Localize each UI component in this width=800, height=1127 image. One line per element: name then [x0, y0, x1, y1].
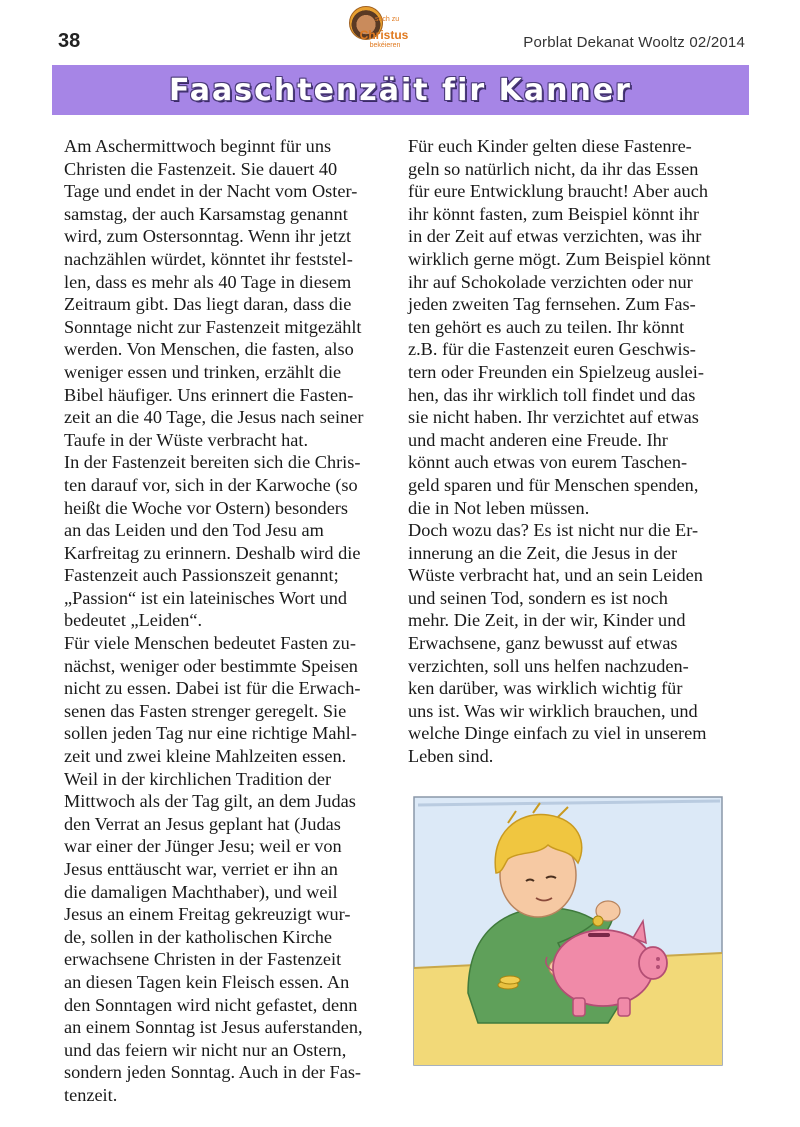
right-column — [408, 135, 743, 768]
page-number: 38 — [58, 30, 81, 52]
paragraph: In der Fastenzeit bereiten sich die Chris- ten darauf vor, sich in der Karwoche (so heißt die Woche vor Ostern) besonders an das Leiden und den Tod Jesu am Karfreitag zu erinnern. Deshalb wird die Fastenzeit auch Passionszeit genannt; „Passion“ ist ein lateinisches Wort und bedeutet „Leiden“. — [64, 452, 361, 631]
paragraph: Am Aschermittwoch beginnt für uns Christen die Fastenzeit. Sie dauert 40 Tage und endet in der Nacht vom Oster- samstag, der auch Karsamstag genannt wird, zum Ostersonntag. Wenn ihr jetzt nachzählen würdet, könntet ihr feststel- len, dass es mehr als 40 Tage in diesem Zeitraum gibt. Das liegt daran, dass die Sonntage nicht zur Fastenzeit mitgezählt werden. Von Menschen, die fasten, also weniger essen und trinken, erzählt die Bibel häufiger. Uns erinnert die Fasten- zeit an die 40 Tage, die Jesus nach seiner Taufe in der Wüste verbracht hat. — [64, 136, 364, 450]
child-piggy-bank-illustration — [408, 793, 728, 1070]
title-banner — [52, 65, 749, 115]
paragraph: Für viele Menschen bedeutet Fasten zu- nächst, weniger oder bestimmte Speisen nicht zu essen. Dabei ist für die Erwach- senen das Fasten strenger geregelt. Sie sollen jeden Tag nur eine richtige Mahl- zeit und zwei kleine Mahlzeiten essen. Weil in der kirchlichen Tradition der Mittwoch als der Tag gilt, an dem Judas den Verrat an Jesus geplant hat (Judas war einer der Jünger Jesu; weil er von Jesus enttäuscht war, verriet er ihn an die damaligen Machthaber), und weil Jesus an einem Freitag gekreuzigt wur- de, sollen in der katholischen Kirche erwachsene Christen in der Fastenzeit an diesen Tagen kein Fleisch essen. An den Sonntagen wird nicht gefastet, denn an einem Sonntag ist Jesus auferstanden, und das feiern wir nicht nur an Ostern, sondern jeden Sonntag. Auch in der Fas- tenzeit. — [64, 633, 363, 1105]
christus-logo — [345, 6, 411, 68]
paragraph: Für euch Kinder gelten diese Fastenre- geln so natürlich nicht, da ihr das Essen für eure Entwicklung braucht! Aber auch ihr könnt fasten, zum Beispiel könnt ihr in der Zeit auf etwas verzichten, was ihr wirklich gerne mögt. Zum Beispiel könnt ihr auf Schokolade verzichten oder nur jeden zweiten Tag fernsehen. Zum Fas- ten gehört es auch zu teilen. Ihr könnt z.B. für die Fastenzeit euren Geschwis- tern oder Freunden ein Spielzeug auslei- hen, das ihr wirklich toll findet und das sie nicht haben. Ihr verzichtet auf etwas und macht anderen eine Freude. Ihr könnt auch etwas von eurem Taschen- geld sparen und für Menschen spenden, die in Not leben müssen. — [408, 136, 711, 518]
publication-info: Porblat Dekanat Wooltz 02/2014 — [523, 34, 745, 51]
logo-text-line2: Christus — [359, 28, 409, 42]
page-title: Faaschtenzäit fir Kanner — [169, 72, 632, 108]
logo-text-line1: sech zu — [375, 16, 400, 23]
left-column — [64, 135, 399, 1107]
paragraph: Doch wozu das? Es ist nicht nur die Er- innerung an die Zeit, die Jesus in der Wüste verbracht hat, und an sein Leiden und seinen Tod, sondern es ist noch mehr. Die Zeit, in der wir, Kinder und Erwachsene, ganz bewusst auf etwas verzichten, soll uns helfen nachzuden- ken darüber, was wirklich wichtig für uns ist. Was wir wirklich brauchen, und welche Dinge einfach zu viel in unserem Leben sind. — [408, 520, 707, 767]
logo-text-line3: bekéieren — [369, 42, 401, 49]
